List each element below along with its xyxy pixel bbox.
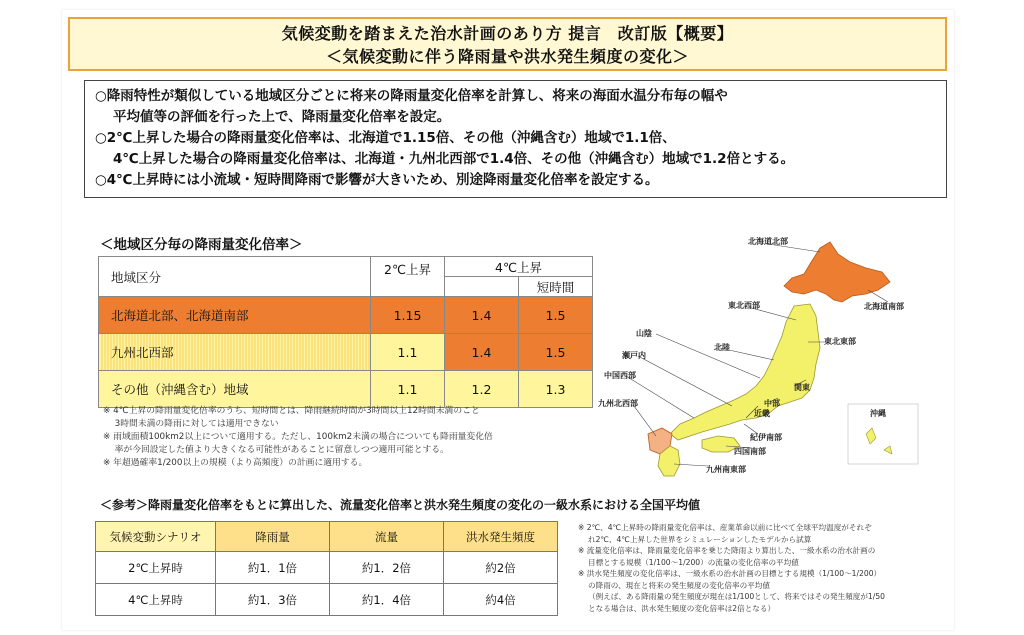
summary-box [84,80,947,198]
rain-table-notes [103,405,588,470]
header-short: 短時間 [519,277,593,297]
ref-header: 流量 [330,522,444,552]
ref-header: 降雨量 [216,522,330,552]
ref-cell: 約2倍 [444,552,558,584]
header-region: 地域区分 [99,257,371,297]
header-4c: 4℃上昇 [445,257,593,277]
value-cell: 1.5 [519,334,593,371]
header-4c-blank [445,277,519,297]
note-line: の降雨の、現在と将来の発生頻度の変化倍率の平均値 [578,580,770,590]
note-line: ※ 雨域面積100km2以上について適用する。ただし、100km2未満の場合についても降雨量変化倍 [103,432,493,442]
reference-notes [578,522,946,614]
map-label: 中国西部 [604,371,636,380]
map-label: 九州北西部 [598,399,638,408]
note-line: 3時間未満の降雨に対しては適用できない [103,419,279,429]
table-row [99,297,593,334]
hokkaido-shape [784,242,890,302]
ref-cell: 約1．1倍 [216,552,330,584]
reference-title: ＜参考＞降雨量変化倍率をもとに算出した、流量変化倍率と洪水発生頻度の変化の一級水系における全国平均値 [100,498,701,512]
header-2c: 2℃上昇 [371,257,445,297]
map-label: 中部 [764,399,780,408]
map-label: 山陰 [636,329,652,338]
region-cell: 北海道北部、北海道南部 [99,297,371,334]
value-cell: 1.3 [519,371,593,408]
value-cell: 1.4 [445,334,519,371]
map-label: 九州南東部 [706,465,746,474]
region-cell: 九州北西部 [99,334,371,371]
region-cell: その他（沖縄含む）地域 [99,371,371,408]
value-cell: 1.1 [371,334,445,371]
ref-cell: 4℃上昇時 [96,584,216,616]
ref-header: 気候変動シナリオ [96,522,216,552]
note-line: ※ 年超過確率1/200以上の規模（より高頻度）の計画に適用する。 [103,458,368,468]
ref-cell: 約4倍 [444,584,558,616]
title-box [68,17,947,71]
map-label: 瀬戸内 [622,351,646,360]
ref-cell: 約1．3倍 [216,584,330,616]
map-label: 東北西部 [728,301,760,310]
page-subtitle: ＜気候変動に伴う降雨量や洪水発生頻度の変化＞ [325,47,689,66]
summary-line: ○4℃上昇時には小流域・短時間降雨で影響が大きいため、別途降雨量変化倍率を設定する。 [95,172,659,188]
ref-cell: 約1．4倍 [330,584,444,616]
note-line: ※ 2℃、4℃上昇時の降雨量変化倍率は、産業革命以前に比べて全球平均温度がそれぞ [578,523,872,532]
reference-table [95,521,558,616]
map-label: 北海道南部 [864,302,904,311]
map-label: 紀伊南部 [750,433,782,442]
map-label: 北陸 [714,343,730,352]
note-line: （例えば、ある降雨量の発生頻度が現在は1/100として、将来ではその発生頻度が1/50 [578,592,885,601]
note-line: ※ 4℃上昇の降雨量変化倍率のうち、短時間とは、降雨継続時間が3時間以上12時間未満のこと [103,406,480,416]
summary-line: ○降雨特性が類似している地域区分ごとに将来の降雨量変化倍率を計算し、将来の海面水温分布毎の幅や [95,88,728,104]
map-label: 東北東部 [824,337,856,346]
note-line: ※ 流量変化倍率は、降雨量変化倍率を乗じた降雨より算出した、一級水系の治水計画の [578,546,876,555]
note-line: ※ 洪水発生頻度の変化倍率は、一級水系の治水計画の目標とする規模（1/100～1/200） [578,569,882,578]
note-line: となる場合は、洪水発生頻度の変化倍率は2倍となる） [578,603,776,613]
map-label: 北海道北部 [748,237,788,246]
value-cell: 1.1 [371,371,445,408]
honshu-shape [670,304,820,440]
value-cell: 1.5 [519,297,593,334]
ref-header: 洪水発生頻度 [444,522,558,552]
ref-cell: 約1．2倍 [330,552,444,584]
summary-line: 平均値等の評価を行った上で、降雨量変化倍率を設定。 [113,109,451,125]
table-row [99,371,593,408]
japan-region-map [598,228,928,490]
ref-cell: 2℃上昇時 [96,552,216,584]
value-cell: 1.15 [371,297,445,334]
page-title: 気候変動を踏まえた治水計画のあり方 提言 改訂版【概要】 [281,24,734,43]
summary-line: 4℃上昇した場合の降雨量変化倍率は、北海道・九州北西部で1.4倍、その他（沖縄含む）地域で1.2倍とする。 [113,151,795,167]
note-line: れ2℃、4℃上昇した世界をシミュレーションしたモデルから試算 [578,534,812,544]
table-row [96,552,558,584]
map-label: 近畿 [754,409,770,418]
map-label: 四国南部 [734,447,766,456]
map-label: 関東 [794,383,810,392]
summary-line: ○2℃上昇した場合の降雨量変化倍率は、北海道で1.15倍、その他（沖縄含む）地域で1.1倍、 [95,130,676,146]
table-row [99,334,593,371]
value-cell: 1.4 [445,297,519,334]
map-label: 沖縄 [870,409,886,418]
rain-change-table [98,256,593,408]
table-row [96,584,558,616]
rain-table-title: ＜地域区分毎の降雨量変化倍率＞ [100,237,303,253]
value-cell: 1.2 [445,371,519,408]
note-line: 目標とする規模（1/100～1/200）の流量の変化倍率の平均値 [578,557,799,567]
note-line: 率が今回設定した値より大きくなる可能性があることに留意しつつ適用可能とする。 [103,445,449,455]
